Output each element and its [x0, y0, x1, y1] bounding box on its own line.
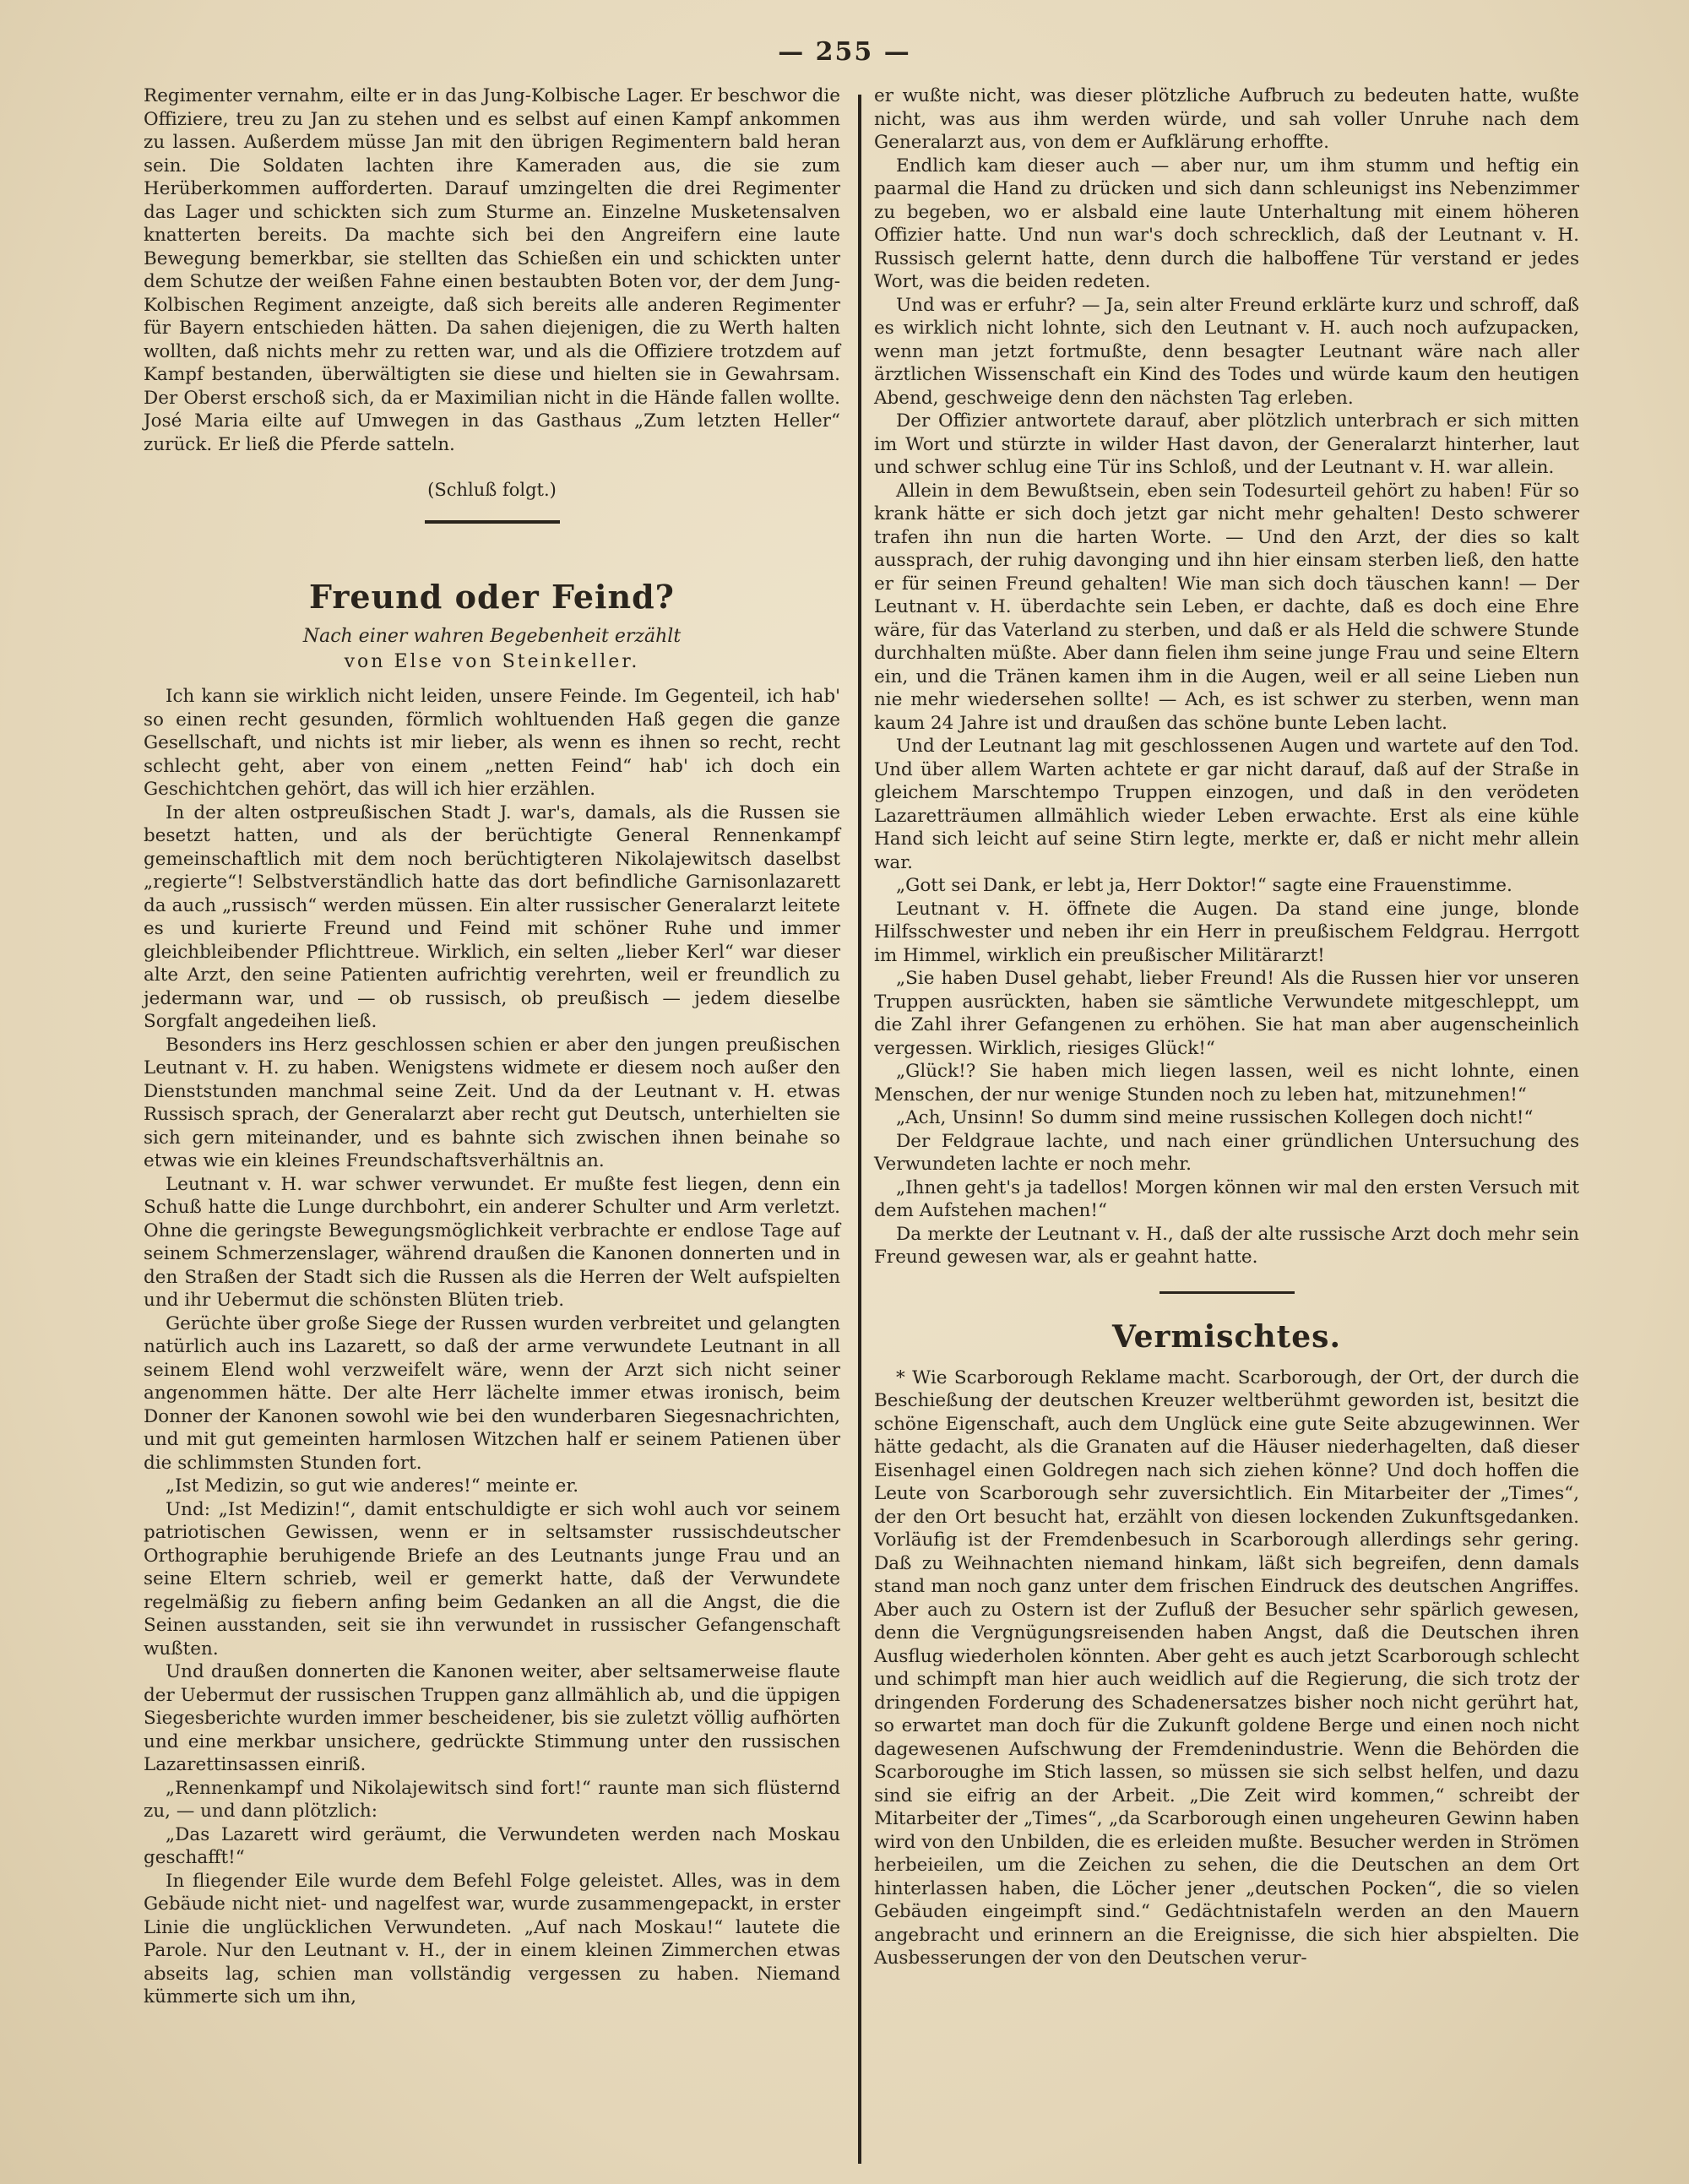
story-paragraph: „Glück!? Sie haben mich liegen lassen, weil es nicht lohnte, einen Menschen, der nur wenige Stunden noch zu leben hat, mitzunehmen!“: [874, 1061, 1579, 1106]
column-rule: [858, 95, 861, 2164]
story-paragraph: In fliegender Eile wurde dem Befehl Folge geleistet. Alles, was in dem Gebäude nicht niet- und nagelfest war, wurde zusammengepackt, in erster Linie die unglücklichen Verwundeten. „Auf nach Moskau!“ lautete die Parole. Nur den Leutnant v. H., der in einem kleinen Zimmerchen etwas abseits lag, schien man vollständig vergessen zu haben. Niemand kümmerte sich um ihn,: [144, 1870, 840, 2007]
separator-rule: [425, 520, 560, 524]
story-paragraph: „Rennenkampf und Nikolajewitsch sind fort!“ raunte man sich flüsternd zu, — und dann plötzlich:: [144, 1777, 840, 1822]
story-byline: von Else von Steinkeller.: [344, 651, 640, 672]
misc-paragraph: * Wie Scarborough Reklame macht. Scarborough, der Ort, der durch die Beschießung der deutschen Kreuzer weltberühmt geworden ist, besitzt die schöne Eigenschaft, auch dem Unglück eine gute Seite abzugewinnen. Wer hätte gedacht, als die Granaten auf die Häuser niederhagelten, daß dieser Eisenhagel einen Goldregen nach sich ziehen könne? Und doch hoffen die Leute von Scarborough sehr zuversichtlich. Ein Mitarbeiter der „Times“, der den Ort besucht hat, erzählt von diesen lockenden Zukunftsgedanken. Vorläufig ist der Fremdenbesuch in Scarborough allerdings sehr gering. Daß zu Weihnachten niemand hinkam, läßt sich begreifen, denn damals stand man noch ganz unter dem frischen Eindruck des deutschen Angriffes. Aber auch zu Ostern ist der Zufluß der Besucher sehr spärlich gewesen, denn die Vergnügungsreisenden haben Angst, daß die Deutschen ihren Ausflug wiederholen könnten. Aber geht es auch jetzt Scarborough schlecht und schimpft man hier auch weidlich auf die Regierung, die sich trotz der dringenden Forderung des Schadenersatzes bisher noch nicht gerührt hat, so erwartet man doch für die Zukunft goldene Berge und einen noch nicht dagewesenen Aufschwung der Fremdenindustrie. Wenn die Behörden die Scarboroughe im Stich lassen, so müssen sie sich selbst helfen, und dazu sind sie eifrig an der Arbeit. „Die Zeit wird kommen,“ schreibt der Mitarbeiter der „Times“, „da Scarborough einen ungeheuren Gewinn haben wird von den Unbilden, die es erleiden mußte. Besucher werden in Strömen herbeieilen, um die Zeichen zu sehen, die die Deutschen an dem Ort hinterlassen haben, die Löcher jener „deutschen Pocken“, die so vielen Gebäuden eingeimpft sind.“ Gedächtnistafeln werden an den Mauern angebracht und erinnern an die Ereignisse, die sich hier abspielten. Die Ausbesserungen der von den Deutschen verur-: [874, 1366, 1579, 1969]
page-number: — 255 —: [778, 37, 911, 67]
separator-rule: [1159, 1291, 1295, 1294]
story-paragraph: Allein in dem Bewußtsein, eben sein Todesurteil gehört zu haben! Für so krank hätte er sich doch jetzt gar nicht mehr gehalten! Desto schwerer trafen ihn nun die harten Worte. — Und den Arzt, der dies so kalt aussprach, der ruhig davonging und ihn hier einsam sterben ließ, den hatte er für seinen Freund gehalten! Wie man sich doch täuschen kann! — Der Leutnant v. H. überdachte sein Leben, er dachte, daß es doch eine Ehre wäre, für das Vaterland zu sterben, und daß er als Held die schwere Stunde durchhalten müßte. Aber dann fielen ihm seine junge Frau und seine Eltern ein, und die Tränen kamen ihm in die Augen, weil er all seine Lieben nun nie mehr wiedersehen sollte! — Ach, es ist schwer zu sterben, wenn man kaum 24 Jahre ist und draußen das schöne bunte Leben lacht.: [874, 480, 1579, 734]
story-paragraph: Der Feldgraue lachte, und nach einer gründlichen Untersuchung des Verwundeten lachte er noch mehr.: [874, 1130, 1579, 1175]
to-be-continued-note: (Schluß folgt.): [427, 480, 557, 500]
story-paragraph: er wußte nicht, was dieser plötzliche Aufbruch zu bedeuten hatte, wußte nicht, was aus ihm werden würde, und sah voller Unruhe nach dem Generalarzt aus, von dem er Aufklärung erhoffte.: [874, 85, 1579, 153]
story-paragraph: Da merkte der Leutnant v. H., daß der alte russische Arzt doch mehr sein Freund gewesen war, als er geahnt hatte.: [874, 1223, 1579, 1268]
story-paragraph: Und draußen donnerten die Kanonen weiter, aber seltsamerweise flaute der Uebermut der russischen Truppen ganz allmählich ab, und die üppigen Siegesberichte wurden immer bescheidener, bis sie zuletzt völlig aufhörten und eine merkbar unsichere, gedrückte Stimmung unter den russischen Lazarettinsassen einriß.: [144, 1661, 840, 1775]
story-paragraph: „Gott sei Dank, er lebt ja, Herr Doktor!“ sagte eine Frauenstimme.: [896, 875, 1512, 896]
story-paragraph: Der Offizier antwortete darauf, aber plötzlich unterbrach er sich mitten im Wort und stürzte in wilder Hast davon, der Generalarzt hinterher, laut und schwer schlug eine Tür ins Schloß, und der Leutnant v. H. war allein.: [874, 410, 1579, 478]
story-paragraph: Und der Leutnant lag mit geschlossenen Augen und wartete auf den Tod. Und über allem Warten achtete er gar nicht darauf, daß auf der Straße in gleichem Marschtempo Truppen einzogen, und daß in den verödeten Lazaretträumen allmählich wieder Leben erwachte. Erst als eine kühle Hand sich leicht auf seine Stirn legte, merkte er, daß er nicht mehr allein war.: [874, 736, 1579, 873]
story-subtitle: Nach einer wahren Begebenheit erzählt: [302, 626, 682, 647]
story-paragraph: Endlich kam dieser auch — aber nur, um ihm stumm und heftig ein paarmal die Hand zu drücken und sich dann schleunigst ins Nebenzimmer zu begeben, wo er alsbald eine laute Unterhaltung mit einem höheren Offizier hatte. Und nun war's doch schrecklich, daß der Leutnant v. H. Russisch gelernt hatte, denn durch die halboffene Tür verstand er jedes Wort, was die beiden redeten.: [874, 155, 1579, 292]
right-column: [874, 84, 1579, 1970]
story-paragraph: „Das Lazarett wird geräumt, die Verwundeten werden nach Moskau geschafft!“: [144, 1823, 840, 1868]
story-paragraph: Und was er erfuhr? — Ja, sein alter Freund erklärte kurz und schroff, daß es wirklich nicht lohnte, sich den Leutnant v. H. auch noch aufzupacken, wenn man jetzt fortmußte, denn besagter Leutnant wäre nach aller ärztlichen Wissenschaft ein Kind des Todes und würde kaum den heutigen Abend, geschweige denn den nächsten Tag erleben.: [874, 294, 1579, 409]
continued-story-text: Regimenter vernahm, eilte er in das Jung-Kolbische Lager. Er beschwor die Offiziere, treu zu Jan zu stehen und es selbst auf einen Kampf ankommen zu lassen. Außerdem müsse Jan mit den übrigen Regimentern bald heran sein. Die Soldaten lachten ihre Kameraden aus, die sie zum Herüberkommen aufforderten. Darauf umzingelten die drei Regimenter das Lager und schickten sich zum Sturme an. Einzelne Musketensalven knatterten bereits. Da machte sich bei den Angreifern eine laute Bewegung bemerkbar, sie stellten das Schießen ein und schickten unter dem Schutze der weißen Fahne einen bestaubten Boten vor, der dem Jung-Kolbischen Regiment anzeigte, daß sich bereits alle anderen Regimenter für Bayern entschieden hätten. Da sahen diejenigen, die zu Werth halten wollten, daß nichts mehr zu retten war, und als die Offiziere trotzdem auf Kampf bestanden, überwältigten sie diese und hielten sie in Gewahrsam. Der Oberst erschoß sich, da er Maximilian nicht in die Hände fallen wollte. José Maria eilte auf Umwegen in das Gasthaus „Zum letzten Heller“ zurück. Er ließ die Pferde satteln.: [144, 85, 840, 455]
story-paragraph: Leutnant v. H. öffnete die Augen. Da stand eine junge, blonde Hilfsschwester und neben ihr ein Herr in preußischem Feldgrau. Herrgott im Himmel, wirklich ein preußischer Militärarzt!: [874, 898, 1579, 966]
story-paragraph: „Ist Medizin, so gut wie anderes!“ meinte er.: [166, 1475, 579, 1497]
story-paragraph: In der alten ostpreußischen Stadt J. war's, damals, als die Russen sie besetzt hatten, und als der berüchtigte General Rennenkampf gemeinschaftlich mit dem noch berüchtigteren Nikolajewitsch daselbst „regierte“! Selbstverständlich hatte das dort befindliche Garnisonlazarett da auch „russisch“ werden müssen. Ein alter russischer Generalarzt leitete es und kurierte Freund und Feind mit schöner Ruhe und immer gleichbleibender Pflichttreue. Wirklich, ein selten „lieber Kerl“ war dieser alte Arzt, den seine Patienten aufrichtig verehrten, weil er freundlich zu jedermann war, und — ob russisch, ob preußisch — jedem dieselbe Sorgfalt angedeihen ließ.: [144, 801, 840, 1032]
story-paragraph: Besonders ins Herz geschlossen schien er aber den jungen preußischen Leutnant v. H. zu haben. Wenigstens widmete er diesem noch außer den Dienststunden manchmal seine Zeit. Und da der Leutnant v. H. etwas Russisch sprach, der Generalarzt aber recht gut Deutsch, unterhielten sie sich gern miteinander, und es bahnte sich zwischen ihnen beinahe so etwas wie ein kleines Freundschaftsverhältnis an.: [144, 1034, 840, 1171]
story-title: Freund oder Feind?: [309, 578, 675, 616]
story-paragraph: Gerüchte über große Siege der Russen wurden verbreitet und gelangten natürlich auch ins Lazarett, so daß der arme verwundete Leutnant in all seinem Elend wohl verzweifelt wäre, wenn der Arzt sich nicht seiner angenommen hätte. Der alte Herr lächelte immer etwas ironisch, beim Donner der Kanonen sowohl wie bei den wunderbaren Siegesnachrichten, und mit gut gemeinten harmlosen Witzchen half er seinem Patienen über die schlimmsten Stunden fort.: [144, 1312, 840, 1474]
story-paragraph: „Ach, Unsinn! So dumm sind meine russischen Kollegen doch nicht!“: [896, 1107, 1534, 1128]
section-title: Vermischtes.: [1112, 1318, 1341, 1355]
left-column: [144, 84, 840, 2009]
story-paragraph: Ich kann sie wirklich nicht leiden, unsere Feinde. Im Gegenteil, ich hab' so einen recht gesunden, förmlich wohltuenden Haß gegen die ganze Gesellschaft, und nichts ist mir lieber, als wenn es ihnen so recht, recht schlecht geht, aber von einem „netten Feind“ hab' ich doch ein Geschichtchen gehört, das will ich hier erzählen.: [144, 686, 840, 800]
story-paragraph: „Sie haben Dusel gehabt, lieber Freund! Als die Russen hier vor unseren Truppen ausrückten, haben sie sämtliche Verwundete mitgeschleppt, um die Zahl ihrer Gefangenen zu erhöhen. Sie hat man aber augenscheinlich vergessen. Wirklich, riesiges Glück!“: [874, 968, 1579, 1059]
story-paragraph: Und: „Ist Medizin!“, damit entschuldigte er sich wohl auch vor seinem patriotischen Gewissen, wenn er in seltsamster russischdeutscher Orthographie beruhigende Briefe an des Leutnants junge Frau und an seine Eltern schrieb, weil er gemerkt hatte, daß der Verwundete regelmäßig zu fiebern anfing beim Gedanken an all die Angst, die die Seinen ausstanden, seit sie ihn verwundet in russischer Gefangenschaft wußten.: [144, 1498, 840, 1660]
story-paragraph: „Ihnen geht's ja tadellos! Morgen können wir mal den ersten Versuch mit dem Aufstehen machen!“: [874, 1176, 1579, 1221]
story-paragraph: Leutnant v. H. war schwer verwundet. Er mußte fest liegen, denn ein Schuß hatte die Lunge durchbohrt, ein anderer Schulter und Arm verletzt. Ohne die geringste Bewegungsmöglichkeit verbrachte er endlose Tage auf seinem Schmerzenslager, während draußen die Kanonen donnerten und in den Straßen der Stadt sich die Russen als die Herren der Welt aufspielten und ihr Uebermut die schönsten Blüten trieb.: [144, 1173, 840, 1311]
